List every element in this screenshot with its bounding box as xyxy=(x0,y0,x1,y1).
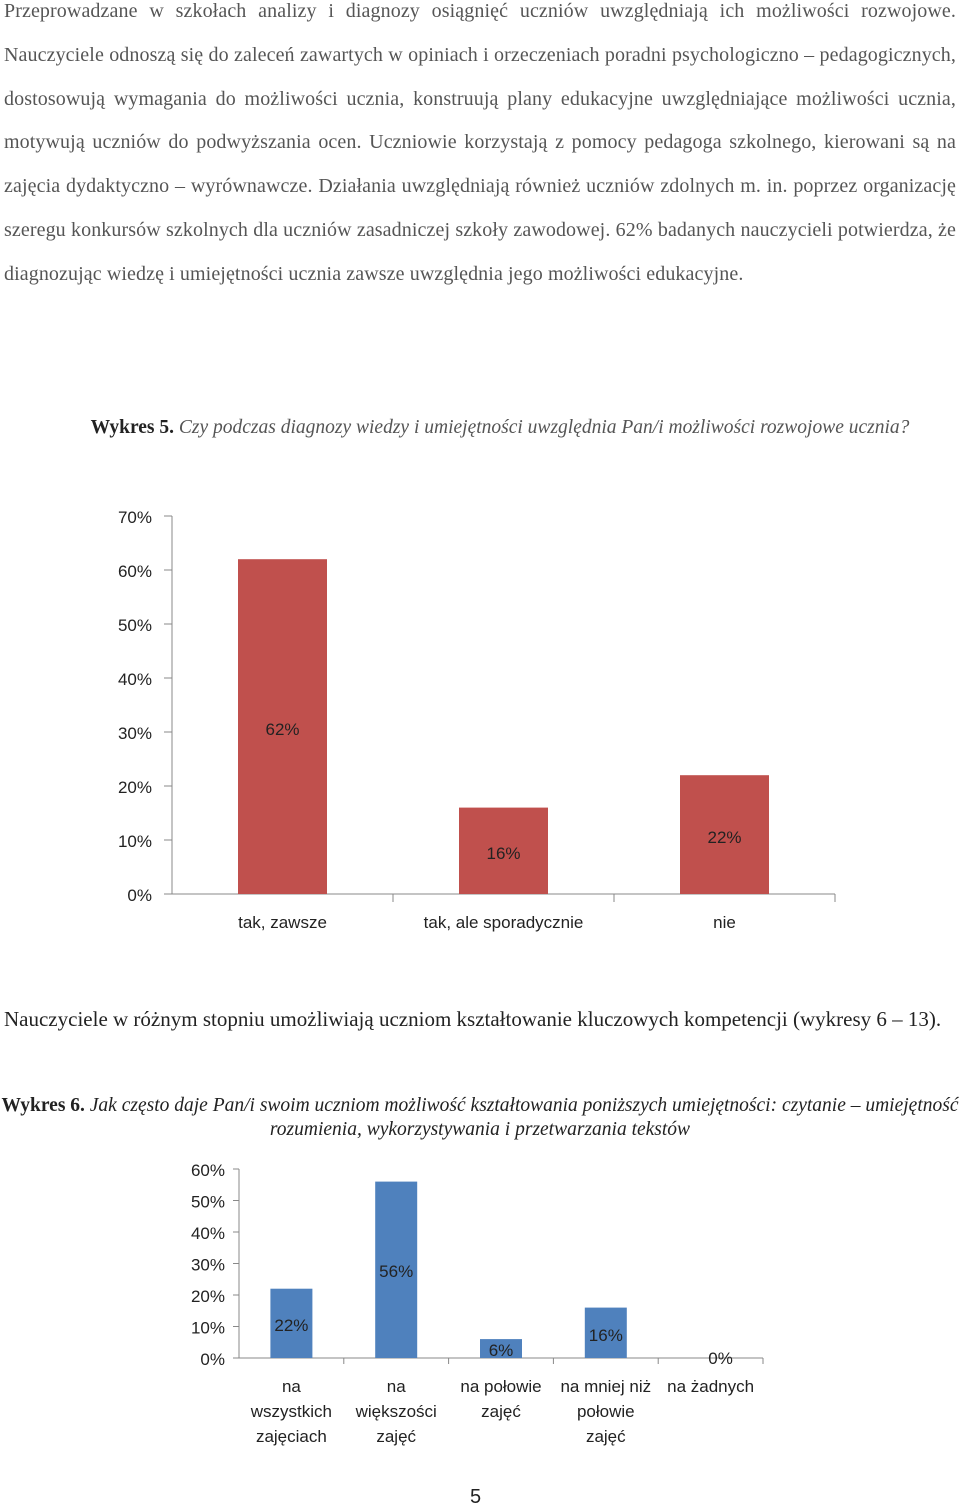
chart6-category-label: na żadnych xyxy=(667,1377,755,1396)
chart6-ytick-label: 40% xyxy=(190,1224,225,1243)
chart6-ytick-label: 30% xyxy=(190,1255,225,1275)
chart5-ytick-label: 60% xyxy=(117,562,152,581)
chart6-ytick-label: 50% xyxy=(190,1192,225,1212)
chart5-category-label: tak, zawsze xyxy=(238,913,327,932)
chart6-caption xyxy=(0,1094,960,1142)
chart6-data-label: 0% xyxy=(708,1349,733,1368)
chart6 xyxy=(0,1150,960,1470)
chart6-data-label: 6% xyxy=(488,1341,514,1360)
chart5-category-label: tak, ale sporadycznie xyxy=(423,913,584,932)
chart5-data-label: 16% xyxy=(486,844,521,863)
chart6-ytick-label: 10% xyxy=(190,1318,225,1338)
chart6-data-label: 16% xyxy=(588,1326,623,1345)
chart5-ytick-label: 30% xyxy=(117,724,152,743)
competences-paragraph: Nauczyciele w różnym stopniu umożliwiają uczniom kształtowanie kluczowych kompetencji (wykresy 6 – 13). xyxy=(4,1007,942,1031)
chart6-category-label: na xyxy=(386,1377,406,1396)
chart5 xyxy=(0,480,960,1020)
chart6-caption-label: Wykres 6. xyxy=(1,1095,85,1116)
chart5-category-label: nie xyxy=(713,913,736,932)
chart5-ytick-label: 50% xyxy=(117,616,152,635)
chart6-category-label: na połowie xyxy=(460,1377,542,1396)
chart5-ytick-label: 10% xyxy=(117,832,152,851)
chart6-category-label: zajęć xyxy=(585,1427,626,1446)
chart6-category-label: zajęć xyxy=(376,1427,417,1446)
chart6-category-label: połowie xyxy=(576,1402,635,1421)
chart5-ytick-label: 0% xyxy=(127,886,152,905)
chart6-category-label: wszystkich xyxy=(250,1402,333,1421)
chart6-data-label: 22% xyxy=(274,1316,309,1335)
chart6-category-label: zajęciach xyxy=(255,1427,327,1446)
chart5-ytick-label: 20% xyxy=(117,778,152,797)
page-number: 5 xyxy=(470,1486,482,1508)
intro-paragraph: Przeprowadzane w szkołach analizy i diagnozy osiągnięć uczniów uwzględniają ich możliwości rozwojowe. Nauczyciele odnoszą się do zaleceń zawartych w opiniach i orzeczeniach poradni psychologiczno – pedagogicznych, dostosowują wymagania do możliwości ucznia, konstruują plany edukacyjne uwzględniające możliwości ucznia, motywują uczniów do podwyższania ocen. Uczniowie korzystają z pomocy pedagoga szkolnego, kierowani są na zajęcia dydaktyczno – wyrównawcze. Działania uwzględniają również uczniów zdolnych m. in. poprzez organizację szeregu konkursów szkolnych dla uczniów zasadniczej szkoły zawodowej. 62% badanych nauczycieli potwierdza, że diagnozując wiedzę i umiejętności ucznia zawsze uwzględnia jego możliwości edukacyjne. xyxy=(4,0,956,285)
chart6-ytick-label: 20% xyxy=(190,1287,225,1306)
chart6-category-label: zajęć xyxy=(481,1402,521,1421)
chart5-ytick-label: 70% xyxy=(117,508,152,527)
chart6-ytick-label: 0% xyxy=(200,1350,225,1369)
chart6-category-label: na mniej niż xyxy=(560,1377,652,1396)
chart5-caption-text: Czy podczas diagnozy wiedzy i umiejętności uwzględnia Pan/i możliwości rozwojowe ucznia? xyxy=(178,417,910,438)
chart6-caption-text: Jak często daje Pan/i swoim uczniom możliwość kształtowania poniższych umiejętności: czytanie – umiejętność rozumienia, wykorzystywania i przetwarzania tekstów xyxy=(89,1095,959,1140)
chart6-data-label: 56% xyxy=(379,1262,414,1281)
chart5-caption-label: Wykres 5. xyxy=(90,417,175,438)
chart6-category-label: większości xyxy=(355,1402,437,1421)
chart6-ytick-label: 60% xyxy=(190,1161,225,1180)
chart6-category-label: na xyxy=(281,1377,301,1396)
chart5-data-label: 22% xyxy=(707,828,742,847)
chart5-caption xyxy=(40,416,960,440)
chart5-ytick-label: 40% xyxy=(117,670,152,689)
chart5-data-label: 62% xyxy=(265,720,300,739)
